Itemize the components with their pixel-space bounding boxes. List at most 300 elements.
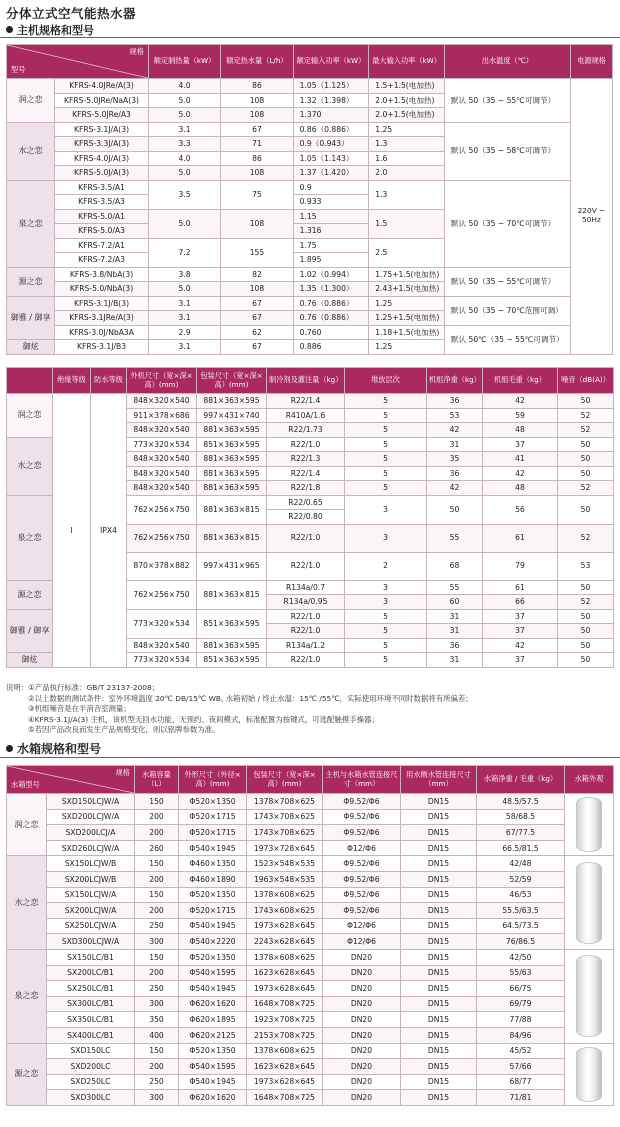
series-cell: 御雅 / 御享 <box>7 609 53 653</box>
table-cell: 1648×708×725 <box>247 996 323 1012</box>
table-cell: Φ460×1350 <box>179 856 247 872</box>
table-row <box>7 903 614 919</box>
table-cell: 82 <box>221 267 293 282</box>
table-cell: 35 <box>427 452 483 467</box>
table-cell: 1.05（1.125） <box>293 79 369 94</box>
table-cell: Φ540×1945 <box>179 981 247 997</box>
table-cell: 3.1 <box>148 296 220 311</box>
table-cell: 69/79 <box>477 996 565 1012</box>
table-cell: 50 <box>558 495 614 524</box>
table-row <box>7 809 614 825</box>
table-cell: 2 <box>345 552 427 580</box>
series-cell: 润之恋 <box>7 794 47 856</box>
temp-cell: 默认 50（35 ~ 55℃可调节） <box>444 267 570 296</box>
table-row <box>7 1012 614 1028</box>
table-cell: DN20 <box>323 1027 401 1043</box>
table-cell: 42/48 <box>477 856 565 872</box>
model-cell: KFRS-5.0/NbA(3) <box>55 282 148 297</box>
model-cell: KFRS-3.0J/NbA3A <box>55 325 148 340</box>
section-heading-host-text: 主机规格和型号 <box>17 24 94 37</box>
table-cell: 36 <box>427 466 483 481</box>
model-cell: SX250LC/B1 <box>47 981 135 997</box>
table-cell: 1.5 <box>369 209 445 238</box>
table-cell: R134a/0.7 <box>267 580 345 595</box>
table-cell: 52 <box>558 423 614 438</box>
table-cell: 56 <box>483 495 558 524</box>
model-cell: KFRS-5.0/A3 <box>55 224 148 239</box>
column-header: 包装尺寸（宽×深×高）(mm) <box>197 368 267 394</box>
column-header: 包装尺寸（宽×深×高）(mm) <box>247 766 323 794</box>
table-cell: DN15 <box>401 1012 477 1028</box>
table-cell: 50 <box>558 394 614 409</box>
table-cell: 1923×708×725 <box>247 1012 323 1028</box>
table-cell: 773×320×534 <box>127 437 197 452</box>
table-cell: 52 <box>558 595 614 610</box>
table-cell: R22/1.0 <box>267 609 345 624</box>
power-cell: 220V ~ 50Hz <box>570 79 612 355</box>
table-cell: Φ460×1890 <box>179 871 247 887</box>
table-cell: DN15 <box>401 1090 477 1106</box>
table-cell: 50 <box>558 624 614 639</box>
model-cell: KFRS-3.1J/B3 <box>55 340 148 355</box>
table-cell: 37 <box>483 624 558 639</box>
table-cell: Φ9.52/Φ6 <box>323 856 401 872</box>
table-cell: R22/1.4 <box>267 466 345 481</box>
table-cell: DN20 <box>323 965 401 981</box>
table-cell: 881×363×595 <box>197 394 267 409</box>
column-header: 额定输入功率（kW） <box>293 45 369 79</box>
table-cell: 5.0 <box>148 93 220 108</box>
table-cell: 260 <box>135 840 179 856</box>
table-cell: 48.5/57.5 <box>477 794 565 810</box>
table-cell: 61 <box>483 580 558 595</box>
table-row <box>7 887 614 903</box>
table-cell: 37 <box>483 653 558 668</box>
table-cell: 62 <box>221 325 293 340</box>
column-header: 机组净重（kg） <box>427 368 483 394</box>
table-cell: 79 <box>483 552 558 580</box>
table-cell: 52 <box>558 408 614 423</box>
table-cell: 46/53 <box>477 887 565 903</box>
model-cell: SX150LCJW/A <box>47 887 135 903</box>
table-cell: DN15 <box>401 1043 477 1059</box>
table-cell: 5 <box>345 653 427 668</box>
column-header: 堆放层次 <box>345 368 427 394</box>
table-cell: R22/1.0 <box>267 624 345 639</box>
table-cell: 67 <box>221 296 293 311</box>
table-cell: 2.0+1.5(电加热) <box>369 108 445 123</box>
section-heading-tank <box>6 740 101 757</box>
table-cell: 2.5 <box>369 238 445 267</box>
table-cell: 3 <box>345 595 427 610</box>
table-row <box>7 267 613 282</box>
model-cell: KFRS-5.0JRe/NaA(3) <box>55 93 148 108</box>
table-row <box>7 981 614 997</box>
model-cell: SX200LCJW/B <box>47 871 135 887</box>
temp-cell: 默认 50（35 ~ 70℃可调节） <box>444 180 570 267</box>
table-cell: 37 <box>483 437 558 452</box>
model-cell: SXD150LCJW/A <box>47 794 135 810</box>
table-cell: 2.9 <box>148 325 220 340</box>
divider <box>0 37 620 38</box>
table-cell: 5 <box>345 408 427 423</box>
tank-image-cell <box>565 856 614 950</box>
table-cell: 77/88 <box>477 1012 565 1028</box>
section-heading-host <box>6 22 94 38</box>
table-row <box>7 1059 614 1075</box>
waterproof-cell: IPX4 <box>91 394 127 668</box>
tank-image-wrap <box>565 794 613 855</box>
table-cell: 0.9（0.943） <box>293 137 369 152</box>
table-cell: 52 <box>558 524 614 552</box>
table-cell: 851×363×595 <box>197 653 267 668</box>
series-cell: 泉之恋 <box>7 949 47 1043</box>
series-cell: 御炫 <box>7 340 55 355</box>
table-cell: 108 <box>221 93 293 108</box>
model-cell: KFRS-5.0/A1 <box>55 209 148 224</box>
note-line: ②以上数据的测试条件：室外环境温度 20℃ DB/15℃ WB, 水箱初始 / 终止水温：15℃ /55℃，实际使用环境不同时数据将有所偏差； <box>28 693 473 703</box>
table-cell: 250 <box>135 918 179 934</box>
table-cell: 42 <box>483 638 558 653</box>
table-cell: Φ520×1715 <box>179 903 247 919</box>
table-cell: 1743×708×625 <box>247 825 323 841</box>
table-cell: Φ540×1945 <box>179 1074 247 1090</box>
table-row <box>7 840 614 856</box>
table-cell: 1623×628×645 <box>247 965 323 981</box>
table-cell: 1378×608×625 <box>247 949 323 965</box>
table-cell: 3 <box>345 495 427 524</box>
note-line: ④KFRS-3.1J/A(3) 主机，该机型无回水功能、无预约、夜间模式，标准配置为按键式，可选配触摸手操器； <box>28 714 379 724</box>
table-cell: 71 <box>221 137 293 152</box>
table-cell: 68 <box>427 552 483 580</box>
table-cell: 60 <box>427 595 483 610</box>
table-cell: Φ520×1350 <box>179 949 247 965</box>
table-row <box>7 825 614 841</box>
table-cell: 881×363×595 <box>197 481 267 496</box>
series-cell: 泉之恋 <box>7 495 53 580</box>
table-cell: 1.5+1.5(电加热) <box>369 79 445 94</box>
model-cell: SXD200LCJW/A <box>47 809 135 825</box>
model-cell: SX250LCJW/A <box>47 918 135 934</box>
table-row <box>7 996 614 1012</box>
column-header: 额定热水量（L/h） <box>221 45 293 79</box>
model-cell: KFRS-4.0JRe/A(3) <box>55 79 148 94</box>
table-cell: 48 <box>483 481 558 496</box>
table-cell: 300 <box>135 934 179 950</box>
table-cell: Φ9.52/Φ6 <box>323 903 401 919</box>
table-cell: 4.0 <box>148 79 220 94</box>
column-header: 水箱容量（L） <box>135 766 179 794</box>
table-cell: 108 <box>221 209 293 238</box>
table-row <box>7 325 613 340</box>
tank-image-wrap <box>565 1044 613 1105</box>
table-cell: DN15 <box>401 825 477 841</box>
table-cell: 50 <box>558 638 614 653</box>
table-cell: 48 <box>483 423 558 438</box>
table-cell: 200 <box>135 825 179 841</box>
table-cell: 50 <box>558 580 614 595</box>
table-cell: DN15 <box>401 856 477 872</box>
table-cell: 108 <box>221 282 293 297</box>
table-cell: 848×320×540 <box>127 423 197 438</box>
table-cell: DN15 <box>401 981 477 997</box>
tank-spec-table <box>6 765 614 1106</box>
table-cell: 5 <box>345 423 427 438</box>
table-cell: 31 <box>427 624 483 639</box>
table-cell: Φ9.52/Φ6 <box>323 887 401 903</box>
water-tank-image <box>576 955 602 1037</box>
table-cell: 773×320×534 <box>127 609 197 638</box>
table-cell: 68/77 <box>477 1074 565 1090</box>
table-cell: 3.1 <box>148 311 220 326</box>
table-cell: 911×378×686 <box>127 408 197 423</box>
table-cell: 2153×708×725 <box>247 1027 323 1043</box>
table-cell: 1963×548×535 <box>247 871 323 887</box>
table-cell: 250 <box>135 1074 179 1090</box>
corner-top-label: 规格 <box>115 768 130 777</box>
table-cell: 7.2 <box>148 238 220 267</box>
table-cell: 5.0 <box>148 209 220 238</box>
table-cell: Φ520×1715 <box>179 809 247 825</box>
table-cell: 42 <box>483 466 558 481</box>
table-cell: 42 <box>427 481 483 496</box>
table-cell: 5 <box>345 452 427 467</box>
table-cell: 300 <box>135 996 179 1012</box>
model-cell: SX200LC/B1 <box>47 965 135 981</box>
table-cell: DN15 <box>401 903 477 919</box>
table-cell: 1.3 <box>369 137 445 152</box>
table-cell: 67 <box>221 122 293 137</box>
table-cell: 1.25 <box>369 122 445 137</box>
series-cell: 水之恋 <box>7 122 55 180</box>
table-cell: 1378×608×625 <box>247 887 323 903</box>
table-cell: 5.0 <box>148 108 220 123</box>
table-cell: 71/81 <box>477 1090 565 1106</box>
table-cell: 57/66 <box>477 1059 565 1075</box>
table-cell: Φ540×1945 <box>179 918 247 934</box>
table-cell: 53 <box>558 552 614 580</box>
table-cell: 50 <box>427 495 483 524</box>
table-cell: R22/1.0 <box>267 524 345 552</box>
table-cell: 3.1 <box>148 340 220 355</box>
column-header: 防水等级 <box>91 368 127 394</box>
table-cell: 0.76（0.886） <box>293 296 369 311</box>
model-cell: SXD200LCJ/A <box>47 825 135 841</box>
model-cell: SX150LC/B1 <box>47 949 135 965</box>
table-cell: 3.3 <box>148 137 220 152</box>
table-cell: 200 <box>135 903 179 919</box>
table-cell: 200 <box>135 965 179 981</box>
table-cell: 155 <box>221 238 293 267</box>
table-cell: 45/52 <box>477 1043 565 1059</box>
table-cell: 55 <box>427 524 483 552</box>
table-cell: DN15 <box>401 809 477 825</box>
table-cell: 52/59 <box>477 871 565 887</box>
table-cell: 50 <box>558 466 614 481</box>
table-cell: 0.933 <box>293 195 369 210</box>
table-cell: Φ540×2220 <box>179 934 247 950</box>
model-cell: KFRS-3.5/A1 <box>55 180 148 195</box>
table-cell: 37 <box>483 609 558 624</box>
table-cell: 66/75 <box>477 981 565 997</box>
water-tank-image <box>576 797 602 852</box>
table-cell: 1.35（1.300） <box>293 282 369 297</box>
table-cell: 1378×608×625 <box>247 1043 323 1059</box>
table-cell: 50 <box>558 653 614 668</box>
column-header: 绝缘等级 <box>53 368 91 394</box>
page-title: 分体立式空气能热水器 <box>6 6 137 21</box>
table-cell: 400 <box>135 1027 179 1043</box>
table-row <box>7 1043 614 1059</box>
table-cell: 1.37（1.420） <box>293 166 369 181</box>
table-cell: 848×320×540 <box>127 481 197 496</box>
table-cell: R22/1.4 <box>267 394 345 409</box>
table-cell: 851×363×595 <box>197 437 267 452</box>
table-cell: R22/0.80 <box>267 510 345 525</box>
column-header: 最大输入功率（kW） <box>369 45 445 79</box>
note-line: ⑤若因产品改良而发生产品规格变化，则以铭牌参数为准。 <box>28 725 220 734</box>
model-cell: KFRS-3.5/A3 <box>55 195 148 210</box>
table-cell: 2.43+1.5(电加热) <box>369 282 445 297</box>
column-header <box>7 368 53 394</box>
model-cell: KFRS-7.2/A1 <box>55 238 148 253</box>
table-cell: 64.5/73.5 <box>477 918 565 934</box>
column-header: 制冷剂及灌注量（kg） <box>267 368 345 394</box>
table-cell: 67 <box>221 340 293 355</box>
table-row <box>7 949 614 965</box>
table-cell: DN15 <box>401 871 477 887</box>
corner-top-label: 规格 <box>129 47 144 56</box>
note-line: 说明：①产品执行标准：GB/T 23137-2008； <box>6 683 160 692</box>
table-cell: 881×363×595 <box>197 452 267 467</box>
table-cell: 5 <box>345 609 427 624</box>
table-cell: Φ520×1350 <box>179 887 247 903</box>
table-cell: 55 <box>427 580 483 595</box>
table-cell: 2.0+1.5(电加热) <box>369 93 445 108</box>
table-cell: Φ12/Φ6 <box>323 840 401 856</box>
table-cell: 200 <box>135 1059 179 1075</box>
series-cell: 源之恋 <box>7 1043 47 1105</box>
series-cell: 源之恋 <box>7 580 53 609</box>
table-cell: 36 <box>427 394 483 409</box>
insulation-cell: I <box>53 394 91 668</box>
column-header: 额定制热量（kW） <box>148 45 220 79</box>
table-cell: 881×363×815 <box>197 580 267 609</box>
table-cell: 762×256×750 <box>127 495 197 524</box>
table-cell: DN15 <box>401 1074 477 1090</box>
temp-cell: 默认 50（35 ~ 58℃可调节） <box>444 122 570 180</box>
model-cell: SXD200LC <box>47 1059 135 1075</box>
table-cell: 5 <box>345 437 427 452</box>
table-cell: 42/50 <box>477 949 565 965</box>
table-cell: Φ520×1715 <box>179 825 247 841</box>
table-cell: DN20 <box>323 1043 401 1059</box>
table-cell: 5 <box>345 638 427 653</box>
tank-image-wrap <box>565 856 613 949</box>
model-cell: KFRS-4.0J/A(3) <box>55 151 148 166</box>
table-cell: R134a/0.95 <box>267 595 345 610</box>
table-cell: 1743×608×625 <box>247 903 323 919</box>
table-cell: 997×431×740 <box>197 408 267 423</box>
series-cell: 泉之恋 <box>7 180 55 267</box>
table-cell: 848×320×540 <box>127 394 197 409</box>
table-cell: 53 <box>427 408 483 423</box>
table-cell: 5 <box>345 624 427 639</box>
table-cell: Φ9.52/Φ6 <box>323 809 401 825</box>
table-cell: DN15 <box>401 887 477 903</box>
table-cell: Φ9.52/Φ6 <box>323 794 401 810</box>
model-cell: SXD250LC <box>47 1074 135 1090</box>
table-cell: 0.886 <box>293 340 369 355</box>
model-cell: SX150LCJW/B <box>47 856 135 872</box>
table-cell: 5 <box>345 394 427 409</box>
table-cell: 86 <box>221 79 293 94</box>
table-cell: 42 <box>483 394 558 409</box>
series-cell: 御雅 / 御享 <box>7 296 55 340</box>
table-cell: 1.15 <box>293 209 369 224</box>
model-cell: SX400LC/B1 <box>47 1027 135 1043</box>
model-cell: KFRS-3.1J/B(3) <box>55 296 148 311</box>
table-cell: 5.0 <box>148 282 220 297</box>
column-header: 水箱外观 <box>565 766 614 794</box>
table-cell: 3.5 <box>148 180 220 209</box>
table-cell: R22/1.3 <box>267 452 345 467</box>
table-cell: 1973×628×645 <box>247 981 323 997</box>
table-cell: 3.1 <box>148 122 220 137</box>
table-cell: 76/86.5 <box>477 934 565 950</box>
table-corner-header <box>7 766 135 794</box>
tank-image-cell <box>565 949 614 1043</box>
table-cell: Φ540×1595 <box>179 1059 247 1075</box>
table-cell: DN20 <box>323 981 401 997</box>
table-cell: 848×320×540 <box>127 466 197 481</box>
model-cell: KFRS-3.3J/A(3) <box>55 137 148 152</box>
column-header: 主机与水箱水管连接尺寸（mm） <box>323 766 401 794</box>
table-row <box>7 296 613 311</box>
table-cell: 5 <box>345 481 427 496</box>
table-cell: 1378×708×625 <box>247 794 323 810</box>
column-header: 外形尺寸（外径×高）(mm) <box>179 766 247 794</box>
table-cell: 59 <box>483 408 558 423</box>
table-cell: Φ620×2125 <box>179 1027 247 1043</box>
table-cell: Φ520×1350 <box>179 1043 247 1059</box>
corner-bottom-label: 水箱型号 <box>11 780 40 790</box>
table-cell: 150 <box>135 887 179 903</box>
table-cell: 1.32（1.398） <box>293 93 369 108</box>
table-cell: 75 <box>221 180 293 209</box>
table-cell: Φ620×1895 <box>179 1012 247 1028</box>
column-header: 机组毛重（kg） <box>483 368 558 394</box>
table-cell: DN20 <box>323 1090 401 1106</box>
water-tank-image <box>576 862 602 944</box>
table-cell: 67 <box>221 311 293 326</box>
table-cell: 1743×708×625 <box>247 809 323 825</box>
model-cell: KFRS-3.1JRe/A(3) <box>55 311 148 326</box>
table-cell: 150 <box>135 949 179 965</box>
model-cell: KFRS-3.1J/A(3) <box>55 122 148 137</box>
table-cell: R22/1.0 <box>267 653 345 668</box>
table-cell: 31 <box>427 437 483 452</box>
diagonal-line <box>7 45 148 78</box>
model-cell: KFRS-5.0JRe/A3 <box>55 108 148 123</box>
temp-cell: 默认 50℃（35 ~ 55℃可调节） <box>444 325 570 354</box>
temp-cell: 默认 50（35 ~ 70℃范围可调） <box>444 296 570 325</box>
column-header: 出水温度（℃） <box>444 45 570 79</box>
table-cell: 881×363×815 <box>197 524 267 552</box>
table-cell: Φ540×1595 <box>179 965 247 981</box>
table-cell: 3 <box>345 580 427 595</box>
series-cell: 水之恋 <box>7 856 47 950</box>
